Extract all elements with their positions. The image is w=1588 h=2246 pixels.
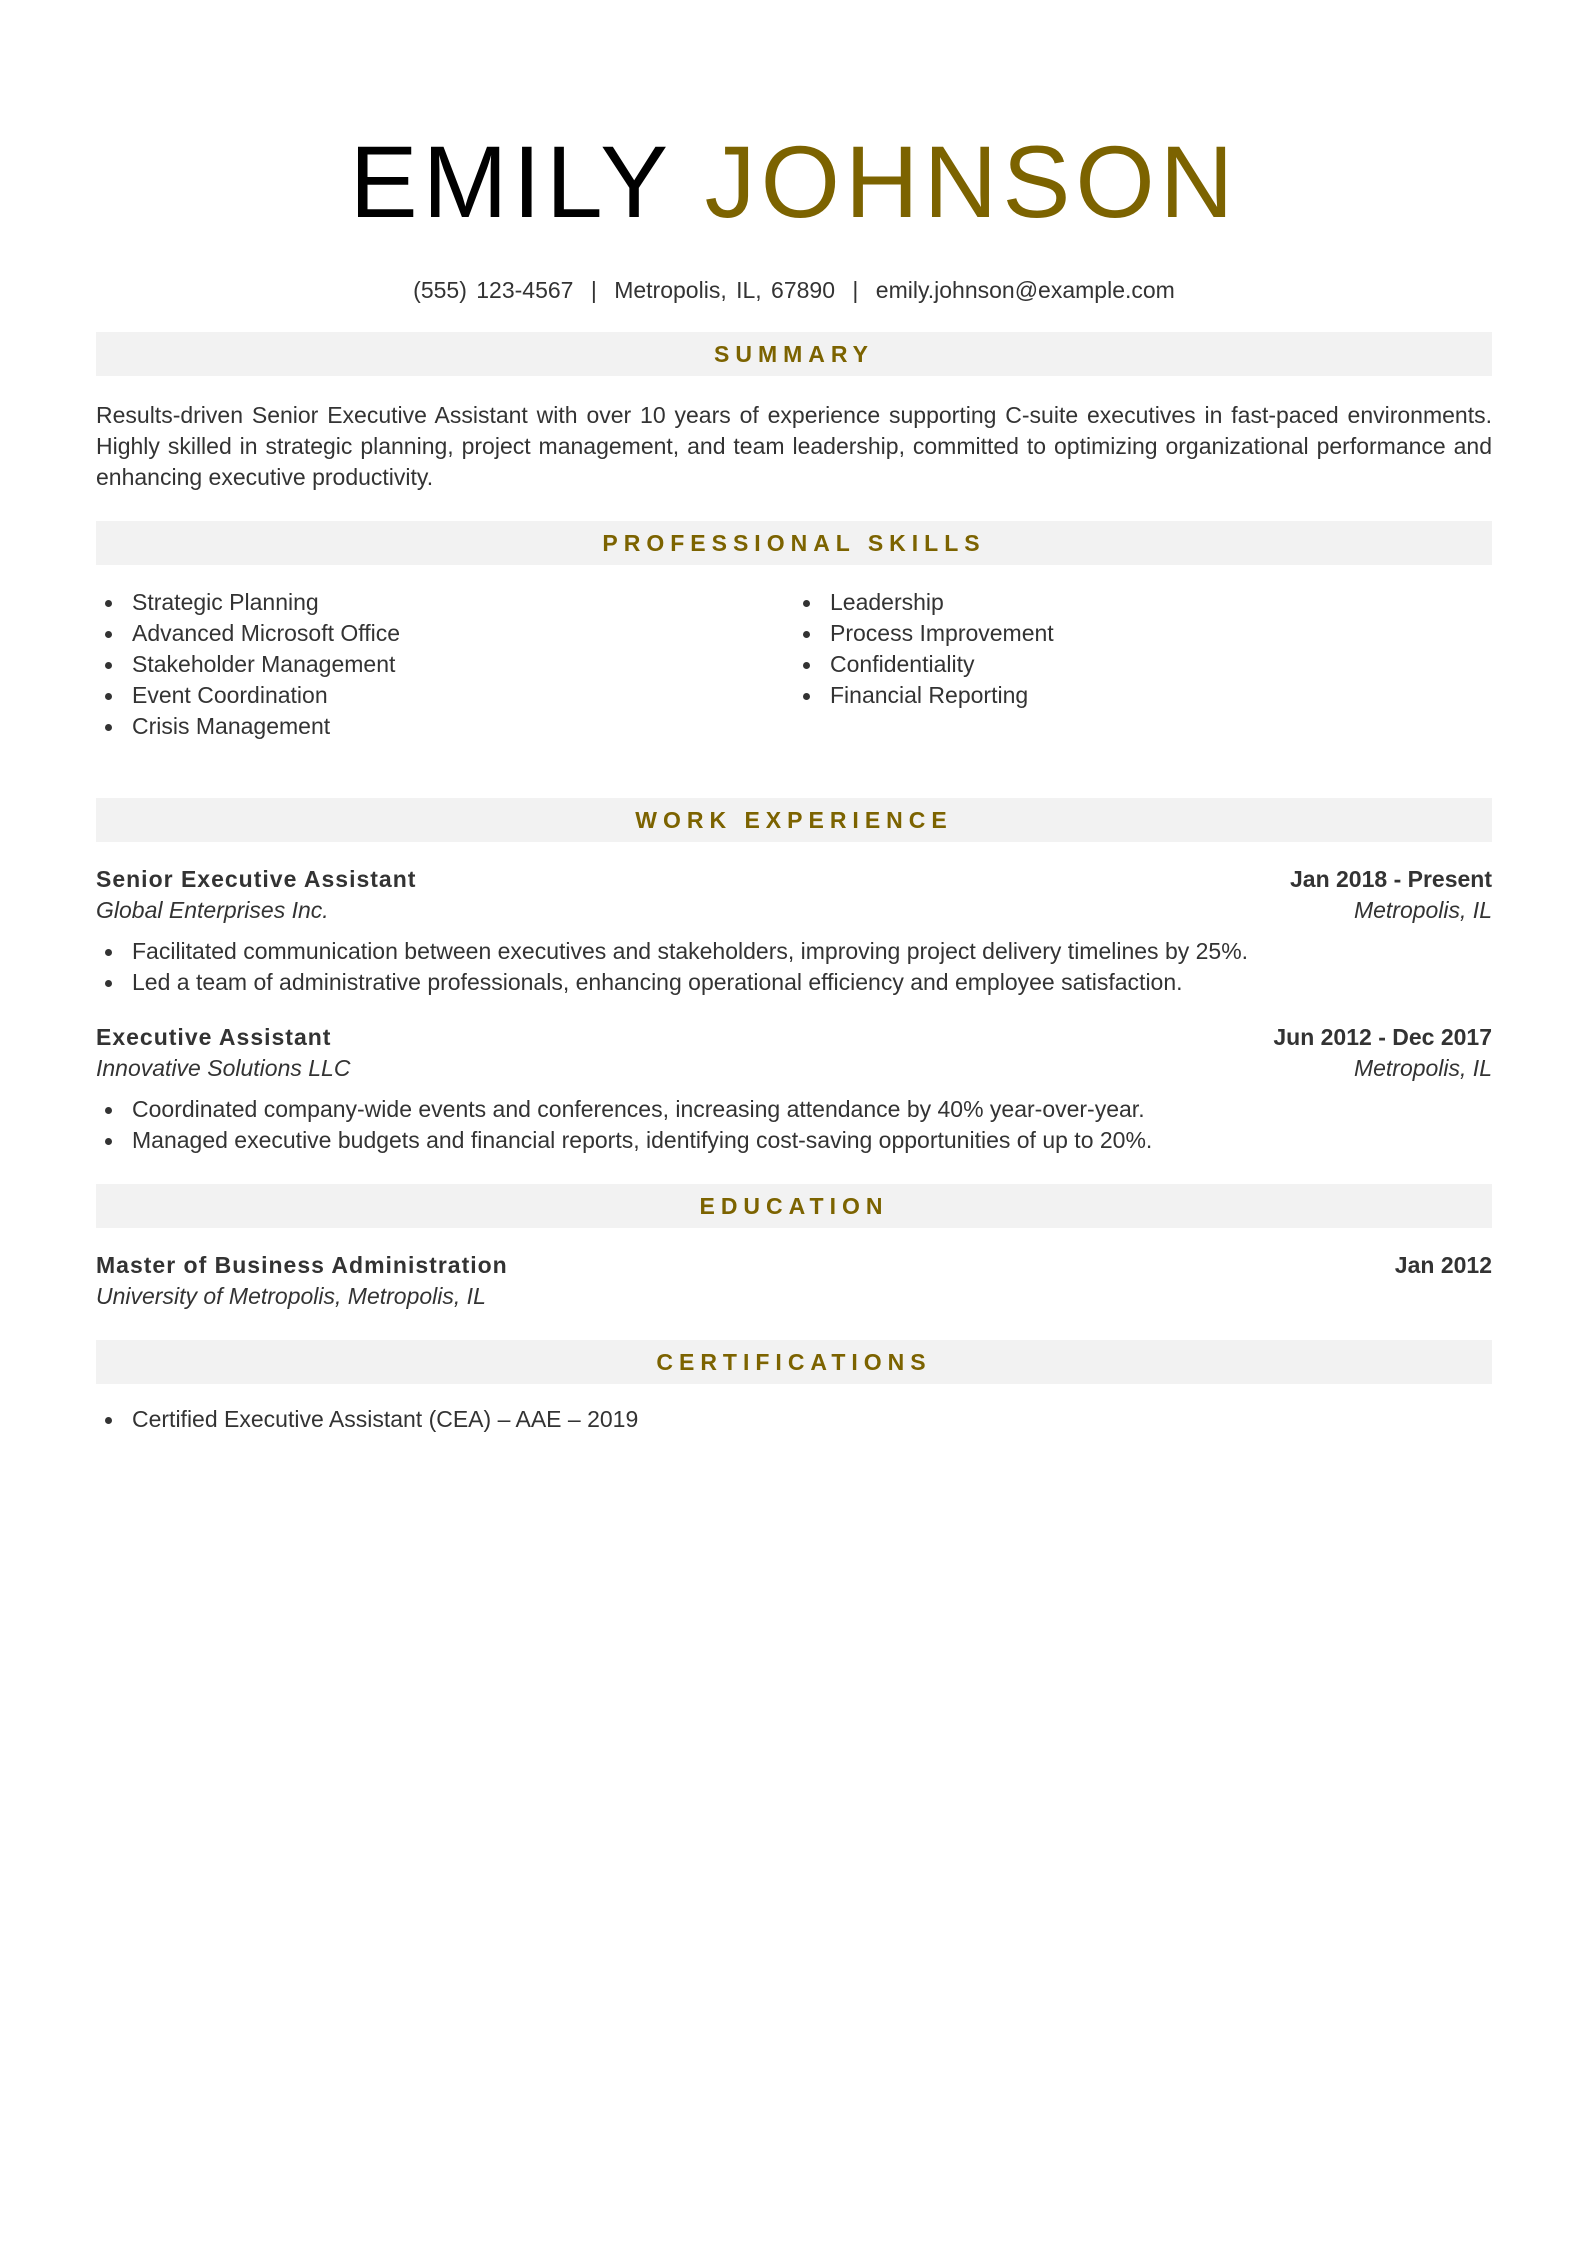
job-bullet: Managed executive budgets and financial reports, identifying cost-saving opportunities of up to 20%. bbox=[96, 1125, 1492, 1156]
job-title: Senior Executive Assistant bbox=[96, 866, 417, 892]
job-dates: Jan 2018 - Present bbox=[1289, 866, 1492, 892]
job-dates: Jun 2012 - Dec 2017 bbox=[1273, 1024, 1492, 1050]
skills-column-left bbox=[96, 587, 794, 742]
skill-item: Event Coordination bbox=[96, 680, 794, 711]
phone: (555) 123-4567 bbox=[413, 277, 574, 303]
skill-item: Confidentiality bbox=[794, 649, 1492, 680]
job-title: Executive Assistant bbox=[96, 1024, 332, 1050]
job-location: Metropolis, IL bbox=[1353, 1055, 1492, 1081]
skills-column-right bbox=[794, 587, 1492, 742]
email: emily.johnson@example.com bbox=[875, 277, 1175, 303]
job-bullet: Led a team of administrative professionals, enhancing operational efficiency and employee satisfaction. bbox=[96, 967, 1492, 998]
certifications-heading bbox=[96, 1340, 1492, 1384]
company-name: Global Enterprises Inc. bbox=[96, 897, 329, 923]
job-location: Metropolis, IL bbox=[1353, 897, 1492, 923]
company-name: Innovative Solutions LLC bbox=[96, 1055, 351, 1081]
location: Metropolis, IL, 67890 bbox=[614, 277, 836, 303]
skill-item: Process Improvement bbox=[794, 618, 1492, 649]
candidate-name bbox=[96, 0, 1492, 242]
skill-item: Stakeholder Management bbox=[96, 649, 794, 680]
education-heading-text: EDUCATION bbox=[699, 1192, 889, 1219]
skill-item: Financial Reporting bbox=[794, 680, 1492, 711]
education-entry bbox=[96, 1250, 1492, 1312]
job-bullet: Coordinated company-wide events and conferences, increasing attendance by 40% year-over-year. bbox=[96, 1094, 1492, 1125]
skill-item: Advanced Microsoft Office bbox=[96, 618, 794, 649]
certifications-list bbox=[96, 1404, 1492, 1435]
first-name: EMILY bbox=[349, 125, 672, 239]
education-date: Jan 2012 bbox=[1394, 1252, 1492, 1278]
degree: Master of Business Administration bbox=[96, 1252, 508, 1278]
job-bullets bbox=[96, 1094, 1492, 1156]
skill-item: Leadership bbox=[794, 587, 1492, 618]
summary-text: Results-driven Senior Executive Assistant with over 10 years of experience supporting C-suite executives in fast-paced environments. Highly skilled in strategic planning, project management, and team leadership, committed to optimizing organizational performance and enhancing executive productivity. bbox=[96, 402, 1492, 490]
summary-heading-text: SUMMARY bbox=[714, 340, 874, 367]
education-heading bbox=[96, 1184, 1492, 1228]
summary-heading bbox=[96, 332, 1492, 376]
skill-item: Strategic Planning bbox=[96, 587, 794, 618]
skills-heading-text: PROFESSIONAL SKILLS bbox=[602, 529, 986, 556]
experience-heading bbox=[96, 798, 1492, 842]
contact-line bbox=[96, 276, 1492, 304]
experience-heading-text: WORK EXPERIENCE bbox=[635, 806, 953, 833]
job-entry bbox=[96, 1022, 1492, 1156]
certification-item: Certified Executive Assistant (CEA) – AAE – 2019 bbox=[96, 1404, 1492, 1435]
contact-separator: | bbox=[590, 277, 597, 303]
job-bullet: Facilitated communication between executives and stakeholders, improving project delivery timelines by 25%. bbox=[96, 936, 1492, 967]
skill-item: Crisis Management bbox=[96, 711, 794, 742]
last-name: JOHNSON bbox=[704, 125, 1239, 239]
job-bullets bbox=[96, 936, 1492, 998]
certifications-heading-text: CERTIFICATIONS bbox=[656, 1348, 932, 1375]
skills-heading bbox=[96, 521, 1492, 565]
skills-list bbox=[96, 587, 1492, 742]
contact-separator: | bbox=[852, 277, 859, 303]
school: University of Metropolis, Metropolis, IL bbox=[96, 1283, 486, 1309]
job-entry bbox=[96, 864, 1492, 998]
